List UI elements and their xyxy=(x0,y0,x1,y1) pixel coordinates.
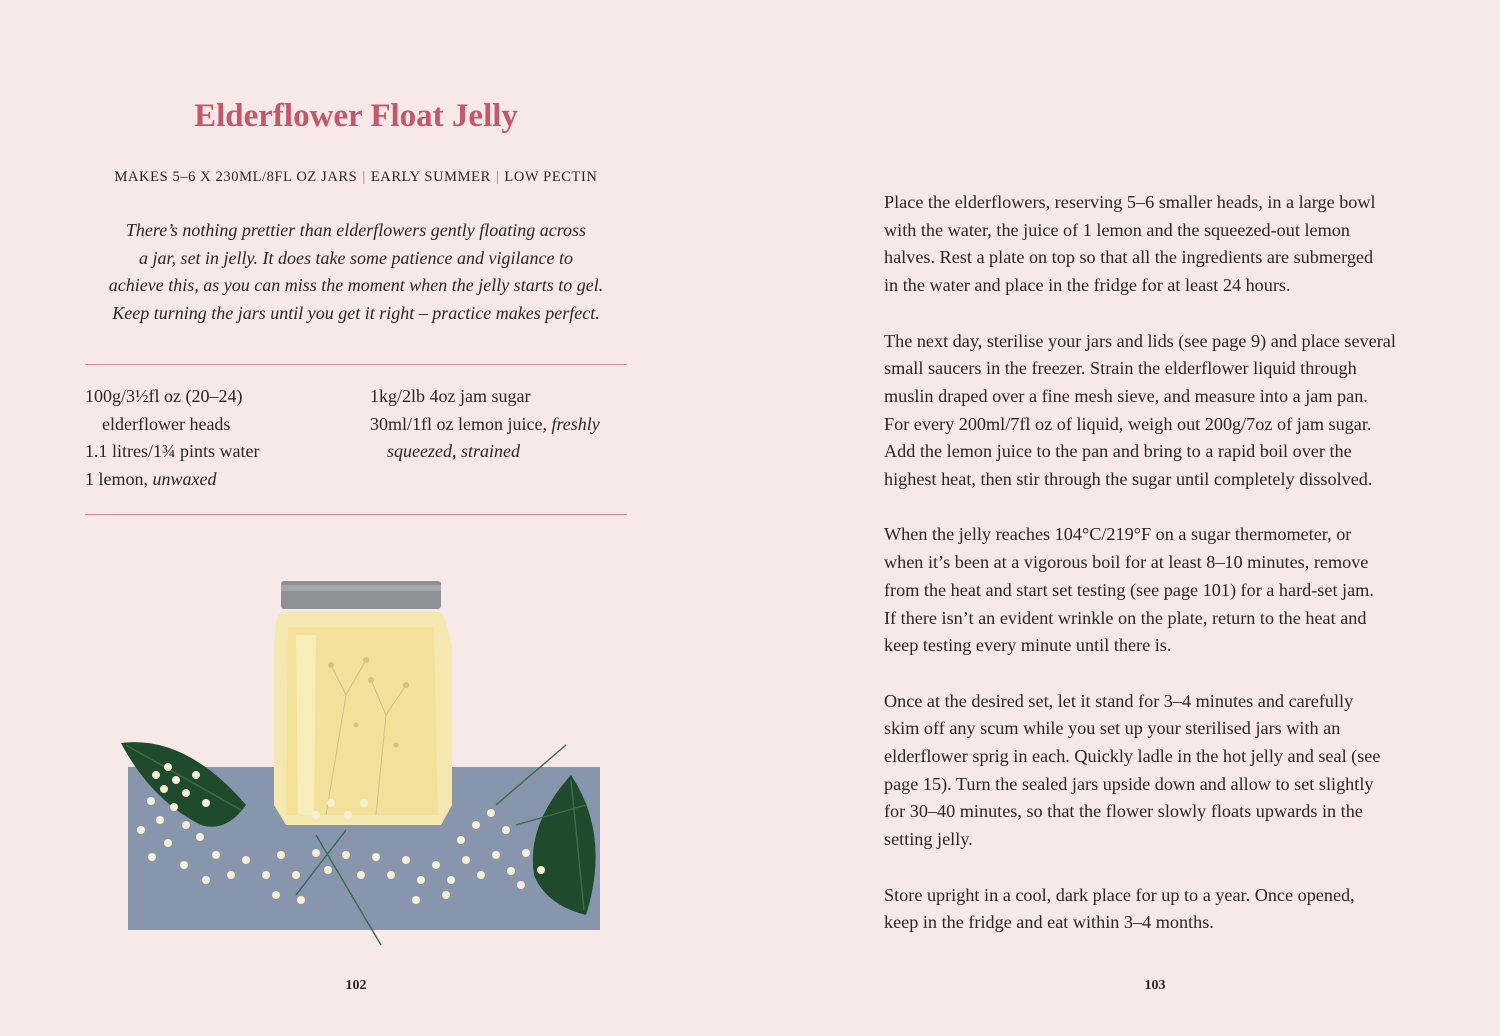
text-line: The next day, sterilise your jars and lids (see page 9) and place several xyxy=(884,330,1396,351)
text-line: halves. Rest a plate on top so that all the ingredients are submerged xyxy=(884,247,1374,268)
ingredients-right xyxy=(370,383,632,466)
text-line: with the water, the juice of 1 lemon and the squeezed-out lemon xyxy=(884,219,1350,240)
text-line: Store upright in a cool, dark place for up to a year. Once opened, xyxy=(884,884,1355,905)
text-line: from the heat and start set testing (see page 101) for a hard-set jam. xyxy=(884,579,1374,600)
text-line: For every 200ml/7fl oz of liquid, weigh out 200g/7oz of jam sugar. xyxy=(884,413,1372,434)
ingredient-item xyxy=(85,466,355,494)
text-line: keep testing every minute until there is. xyxy=(884,635,1172,656)
ingredient-item xyxy=(85,383,355,438)
text-line: for 30–40 minutes, so that the flower slowly floats upwards in the xyxy=(884,801,1363,822)
intro-line: There’s nothing prettier than elderflowers gently floating across xyxy=(125,220,587,240)
method-paragraph xyxy=(884,882,1444,937)
ingredient-text: 1kg/2lb 4oz jam sugar xyxy=(370,386,531,406)
text-line: When the jelly reaches 104°C/219°F on a sugar thermometer, or xyxy=(884,524,1352,545)
text-line: muslin draped over a fine mesh sieve, and measure into a jam pan. xyxy=(884,385,1368,406)
text-line: when it’s been at a vigorous boil for at least 8–10 minutes, remove xyxy=(884,552,1369,573)
recipe-title: Elderflower Float Jelly xyxy=(194,98,518,134)
ingredient-note: freshly squeezed, strained xyxy=(387,413,600,462)
ingredient-item xyxy=(370,411,632,466)
text-line: in the water and place in the fridge for at least 24 hours. xyxy=(884,275,1291,296)
recipe-meta: MAKES 5–6 X 230ML/8FL OZ JARS | EARLY SUMMER | LOW PECTIN xyxy=(114,169,598,185)
text-line: setting jelly. xyxy=(884,829,973,850)
meta-yield: MAKES 5–6 X 230ML/8FL OZ JARS xyxy=(114,169,358,185)
ingredient-note: unwaxed xyxy=(152,469,217,490)
text-line: Place the elderflowers, reserving 5–6 smaller heads, in a large bowl xyxy=(884,192,1376,212)
method-text xyxy=(884,189,1444,965)
method-paragraph xyxy=(884,189,1444,300)
text-line: Once at the desired set, let it stand for 3–4 minutes and carefully xyxy=(884,690,1354,711)
ingredient-text: 1.1 litres/1¾ pints water xyxy=(85,441,260,462)
page-number-right: 103 xyxy=(1144,978,1166,993)
intro-line: achieve this, as you can miss the moment when the jelly starts to gel. xyxy=(108,275,604,296)
page-number-left: 102 xyxy=(345,978,367,993)
method-paragraph xyxy=(884,688,1444,854)
ingredients-left xyxy=(85,383,355,494)
method-paragraph xyxy=(884,521,1444,660)
intro-line: Keep turning the jars until you get it right – practice makes perfect. xyxy=(112,303,600,324)
text-line: skim off any scum while you set up your sterilised jars with an xyxy=(884,718,1341,739)
ingredient-text: 100g/3½fl oz (20–24) elderflower heads xyxy=(85,386,243,434)
text-line: highest heat, then stir through the sugar until completely dissolved. xyxy=(884,469,1373,490)
meta-season: EARLY SUMMER xyxy=(370,169,491,185)
recipe-intro xyxy=(95,217,617,328)
divider-top xyxy=(85,364,627,365)
text-line: If there isn’t an evident wrinkle on the plate, return to the heat and xyxy=(884,607,1367,628)
elderflower-jar-illustration-icon xyxy=(116,575,606,955)
ingredient-item xyxy=(85,438,355,466)
ingredient-text: 1 lemon, xyxy=(85,469,153,490)
meta-pectin: LOW PECTIN xyxy=(504,169,598,185)
ingredient-text: 30ml/1fl oz lemon juice, xyxy=(370,413,552,434)
divider-bottom xyxy=(85,514,627,515)
text-line: page 15). Turn the sealed jars upside down and allow to set slightly xyxy=(884,773,1374,794)
intro-line: a jar, set in jelly. It does take some patience and vigilance to xyxy=(139,247,573,268)
ingredient-item xyxy=(370,383,632,411)
text-line: small saucers in the freezer. Strain the elderflower liquid through xyxy=(884,358,1357,379)
right-page xyxy=(750,0,1500,1036)
text-line: elderflower sprig in each. Quickly ladle in the hot jelly and seal (see xyxy=(884,746,1381,767)
method-paragraph xyxy=(884,328,1444,494)
text-line: keep in the fridge and eat within 3–4 months. xyxy=(884,912,1214,933)
text-line: Add the lemon juice to the pan and bring to a rapid boil over the xyxy=(884,441,1352,462)
